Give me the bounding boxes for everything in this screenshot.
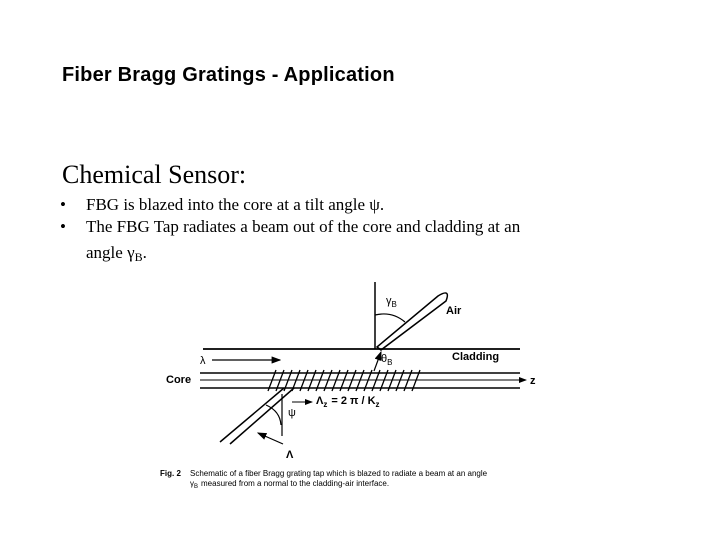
air-label: Air — [446, 305, 462, 317]
bullet-marker: • — [60, 195, 66, 214]
lambda-label: λ — [200, 355, 206, 367]
core-label: Core — [166, 374, 192, 386]
period-label: $\Lambda_z = 2$ π / $K_z$ — [316, 395, 380, 409]
bullet-continuation-suffix: . — [142, 243, 147, 262]
figure-caption-line2: $\gamma_B$ measured from a normal to the cladding-air interface. — [190, 479, 390, 490]
gamma-b-label: $\gamma_B$ — [386, 295, 397, 309]
theta-arrow — [374, 352, 381, 371]
figure-caption-label: Fig. 2 — [160, 469, 181, 478]
bullet-marker: • — [60, 217, 66, 236]
big-lambda-label: Λ — [286, 449, 294, 461]
cladding-label: Cladding — [452, 351, 500, 363]
figure-caption-line1: Schematic of a fiber Bragg grating tap which is blazed to radiate a beam at an angle — [190, 469, 488, 478]
slide-subtitle: Chemical Sensor: — [62, 160, 247, 189]
gamma-angle-arc — [375, 314, 405, 322]
psi-label: ψ — [288, 407, 296, 419]
tilted-grating-plane — [220, 388, 294, 444]
bullet-continuation-prefix: angle γ — [86, 243, 135, 262]
theta-b-label: $\theta_B$ — [381, 353, 393, 367]
slide-title: Fiber Bragg Gratings - Application — [62, 64, 395, 86]
big-lambda-arrow — [258, 433, 283, 444]
bullet-continuation-subscript: B — [134, 250, 143, 264]
psi-angle-arc — [266, 405, 281, 425]
bullet-text: The FBG Tap radiates a beam out of the core and cladding at an — [86, 217, 521, 236]
z-label: z — [530, 375, 536, 387]
bullet-text: FBG is blazed into the core at a tilt angle ψ. — [86, 195, 385, 214]
